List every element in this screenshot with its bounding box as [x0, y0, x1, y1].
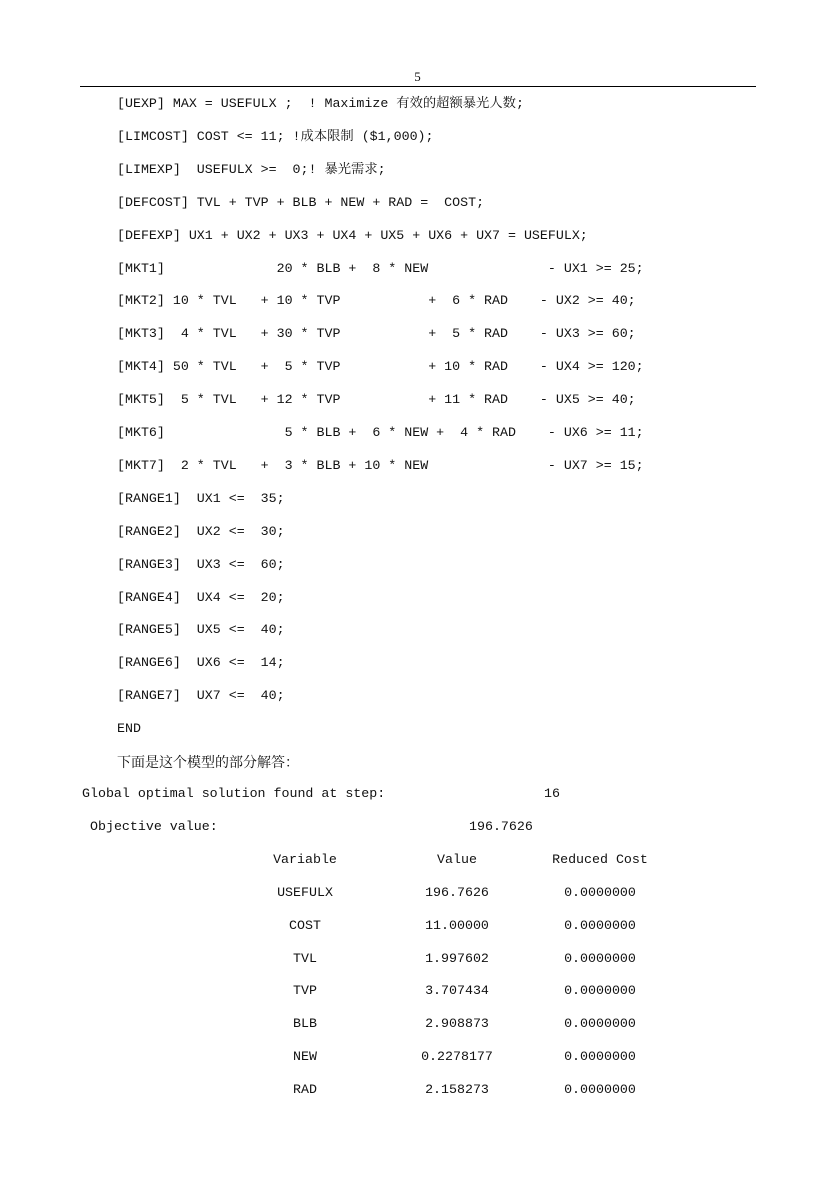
table-cell: TVP [293, 983, 317, 998]
model-line: [MKT6] 5 * BLB + 6 * NEW + 4 * RAD - UX6 >= 11; [117, 425, 644, 440]
solver-step: 16 [544, 786, 560, 801]
header-rule [80, 86, 756, 87]
solver-status-label: Global optimal solution found at step: [82, 786, 386, 801]
model-line: [UEXP] MAX = USEFULX ; ! Maximize 有效的超额暴光人数; [117, 96, 524, 111]
table-cell: RAD [293, 1082, 317, 1097]
model-line: [RANGE6] UX6 <= 14; [117, 655, 285, 670]
model-line: [RANGE3] UX3 <= 60; [117, 557, 285, 572]
model-line: [MKT3] 4 * TVL + 30 * TVP + 5 * RAD - UX3 >= 60; [117, 326, 636, 341]
model-line: [LIMCOST] COST <= 11; !成本限制 ($1,000); [117, 129, 434, 144]
model-line: [MKT1] 20 * BLB + 8 * NEW - UX1 >= 25; [117, 261, 644, 276]
solution-intro: 下面是这个模型的部分解答： [117, 755, 299, 771]
objective-value: 196.7626 [469, 819, 533, 834]
table-cell: 1.997602 [425, 951, 489, 966]
table-cell: 11.00000 [425, 918, 489, 933]
table-cell: 0.0000000 [564, 1049, 636, 1064]
table-cell: 0.0000000 [564, 1016, 636, 1031]
page-number: 5 [414, 69, 421, 84]
model-line: [MKT5] 5 * TVL + 12 * TVP + 11 * RAD - UX5 >= 40; [117, 392, 636, 407]
model-line: [LIMEXP] USEFULX >= 0;! 暴光需求; [117, 162, 386, 177]
table-cell: 0.0000000 [564, 1082, 636, 1097]
objective-label: Objective value: [90, 819, 218, 834]
model-line: END [117, 721, 141, 736]
model-line: [DEFEXP] UX1 + UX2 + UX3 + UX4 + UX5 + UX6 + UX7 = USEFULX; [117, 228, 588, 243]
table-cell: 0.0000000 [564, 983, 636, 998]
model-line: [RANGE2] UX2 <= 30; [117, 524, 285, 539]
table-cell: 3.707434 [425, 983, 489, 998]
table-cell: 0.0000000 [564, 918, 636, 933]
table-cell: USEFULX [277, 885, 333, 900]
model-line: [MKT2] 10 * TVL + 10 * TVP + 6 * RAD - UX2 >= 40; [117, 293, 636, 308]
model-line: [RANGE4] UX4 <= 20; [117, 590, 285, 605]
table-cell: 0.0000000 [564, 885, 636, 900]
model-line: [RANGE5] UX5 <= 40; [117, 622, 285, 637]
table-cell: TVL [293, 951, 317, 966]
model-line: [MKT4] 50 * TVL + 5 * TVP + 10 * RAD - UX4 >= 120; [117, 359, 644, 374]
table-header: Value [437, 852, 477, 867]
model-line: [DEFCOST] TVL + TVP + BLB + NEW + RAD = COST; [117, 195, 485, 210]
table-cell: NEW [293, 1049, 317, 1064]
table-cell: COST [289, 918, 321, 933]
table-cell: 2.908873 [425, 1016, 489, 1031]
model-line: [RANGE7] UX7 <= 40; [117, 688, 285, 703]
table-header: Reduced Cost [552, 852, 648, 867]
table-cell: 0.0000000 [564, 951, 636, 966]
table-cell: 0.2278177 [421, 1049, 493, 1064]
model-line: [MKT7] 2 * TVL + 3 * BLB + 10 * NEW - UX7 >= 15; [117, 458, 644, 473]
table-header: Variable [273, 852, 337, 867]
model-line: [RANGE1] UX1 <= 35; [117, 491, 285, 506]
table-cell: 196.7626 [425, 885, 489, 900]
table-cell: 2.158273 [425, 1082, 489, 1097]
table-cell: BLB [293, 1016, 317, 1031]
